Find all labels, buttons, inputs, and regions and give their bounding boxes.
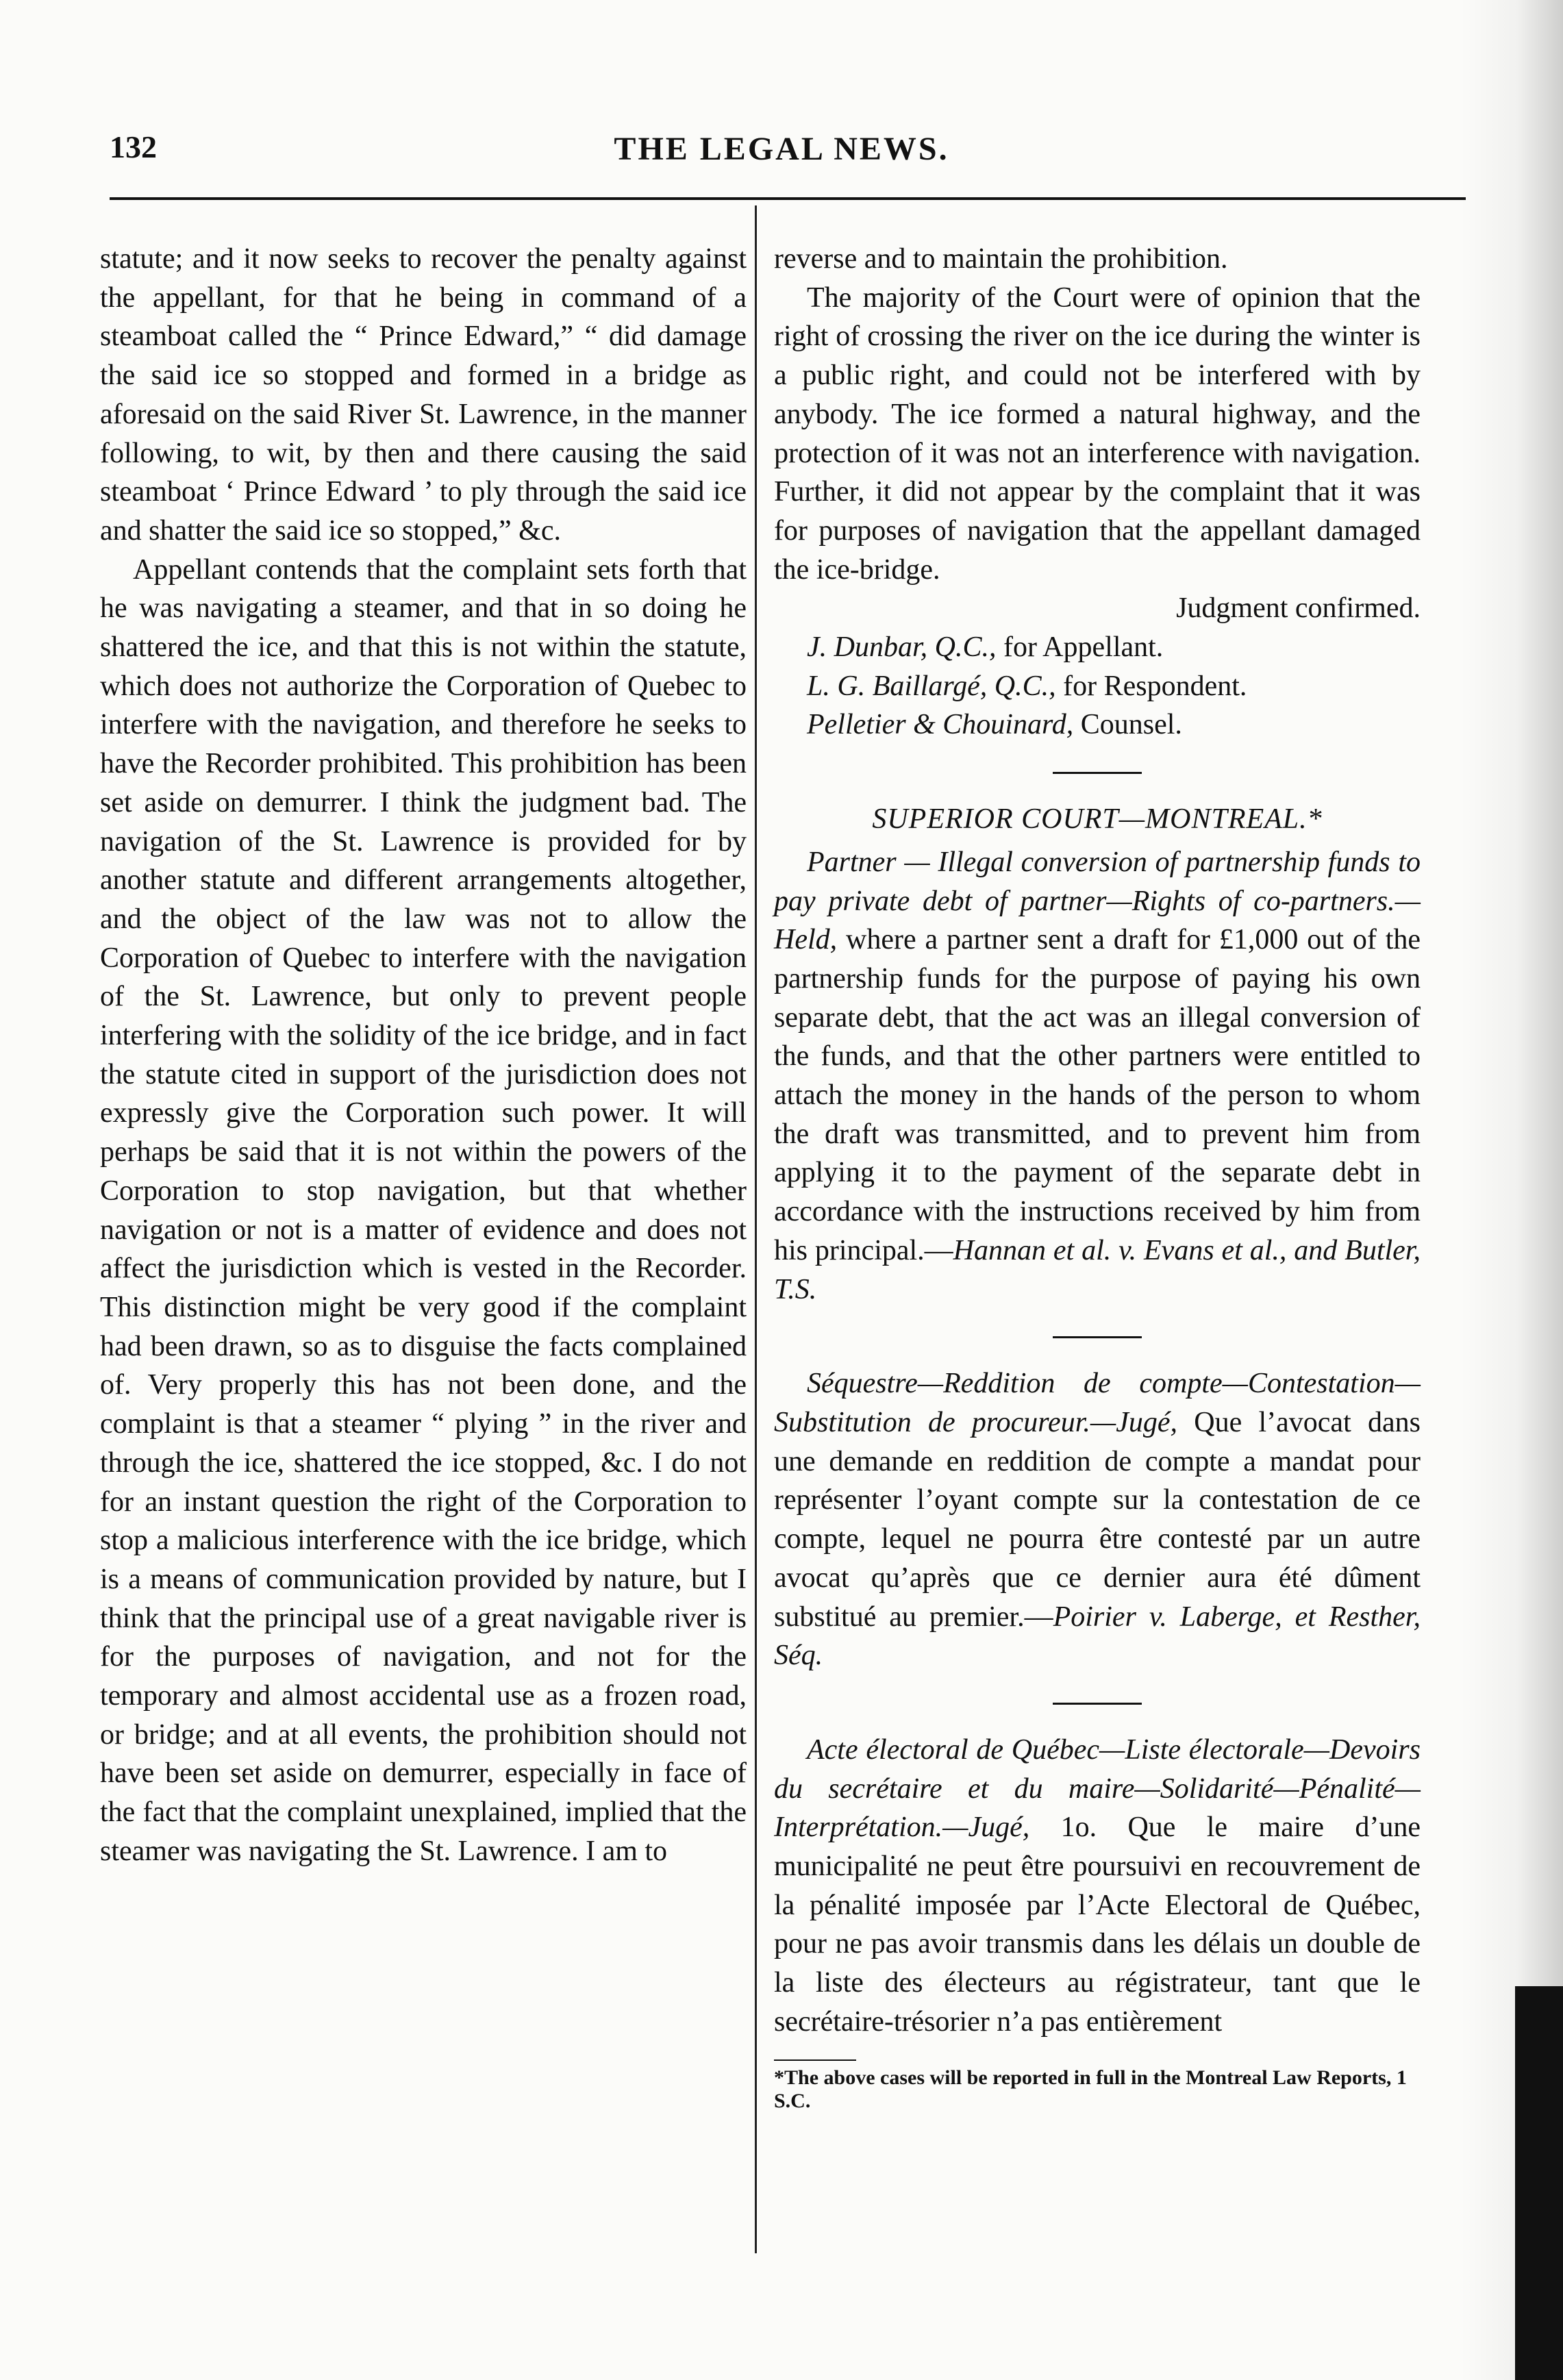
case-separator bbox=[1053, 1336, 1142, 1338]
page-number: 132 bbox=[110, 129, 157, 164]
running-head: THE LEGAL NEWS. bbox=[614, 131, 949, 167]
case-report bbox=[774, 1731, 1421, 2042]
paragraph-continued: reverse and to maintain the prohibition. bbox=[774, 243, 1228, 275]
right-column bbox=[774, 240, 1421, 2113]
counsel-role: for Respondent. bbox=[1055, 670, 1247, 702]
section-separator bbox=[1053, 772, 1142, 774]
case-report bbox=[774, 843, 1421, 1309]
case-headnote: Partner — Illegal conversion of partnership funds to pay private debt of partner—Rights of co-partners.—Held, bbox=[774, 846, 1421, 956]
left-column bbox=[100, 240, 747, 1871]
case-headnote: Séquestre—Reddition de compte—Contestation—Substitution de procureur.—Jugé, bbox=[774, 1368, 1421, 1438]
case-headnote: Acte électoral de Québec—Liste électorale—Devoirs du secrétaire et du maire—Solidarité—Pénalité—Interprétation.—Jugé, bbox=[774, 1733, 1421, 1844]
counsel-line bbox=[774, 667, 1421, 706]
counsel-role: Counsel. bbox=[1073, 709, 1182, 741]
paragraph-appellant-contends: Appellant contends that the complaint sets forth that he was navigating a steamer, and that in so doing he shattered the ice, and that this is not within the statute, which does not authorize the Corporation of Quebec to interfere with the navigation, and therefore he seeks to have the Recorder prohibited. This prohibition has been set aside on demurrer. I think the judgment bad. The navigation of the St. Lawrence is provided for by another statute and different arrangements altogether, and the object of the law was not to allow the Corporation of Quebec to interfere with the navigation of the St. Lawrence, but only to prevent people interfering with the solidity of the ice bridge, and in fact the statute cited in support of the jurisdiction does not expressly give the Corporation such power. It will perhaps be said that it is not within the powers of the Corporation to stop navigation, but that whether navigation or not is a matter of evidence and does not affect the jurisdiction which is vested in the Recorder. This distinction might be very good if the complaint had been drawn, so as to disguise the facts complained of. Very properly this has not been done, and the complaint is that a steamer “ plying ” in the river and through the ice, shattered the ice stopped, &c. I do not for an instant question the right of the Corporation to stop a malicious interference with the ice bridge, which is a means of communication provided by nature, but I think that the principal use of a great navigable river is for the purposes of navigation, and not for the temporary and almost accidental use as a frozen road, or bridge; and at all events, the prohibition should not have been set aside on demurrer, especially in face of the fact that the complaint unexplained, implied that the steamer was navigating the St. Lawrence. I am to bbox=[100, 553, 747, 1867]
counsel-line bbox=[774, 628, 1421, 667]
binding-edge bbox=[1515, 1986, 1563, 2380]
case-citation: Hannan et al. v. Evans et al., and Butler, T.S. bbox=[774, 1234, 1421, 1305]
header-rule bbox=[110, 197, 1466, 200]
counsel-name: L. G. Baillargé, Q.C., bbox=[807, 670, 1056, 702]
case-body: Que l’avocat dans une demande en reddition de compte a mandat pour représenter l’oyant compte sur la contestation de ce compte, lequel ne pourra être contesté par un autre avocat qu’après que ce dernier aura été dûment substitué au premier.— bbox=[774, 1406, 1421, 1633]
section-title: SUPERIOR COURT—MONTREAL.* bbox=[872, 803, 1323, 836]
footnote-rule bbox=[774, 2059, 856, 2061]
case-citation: Poirier v. Laberge, et Resther, Séq. bbox=[774, 1601, 1421, 1672]
counsel-role: for Appellant. bbox=[996, 631, 1164, 664]
paragraph-continued: statute; and it now seeks to recover the penalty against the appellant, for that he being in command of a steamboat called the “ Prince Edward,” “ did damage the said ice so stopped and formed in a bridge as aforesaid on the said River St. Lawrence, in the manner following, to wit, by then and there causing the said steamboat ‘ Prince Edward ’ to ply through the said ice and shatter the said ice so stopped,” &c. bbox=[100, 243, 747, 547]
case-body: where a partner sent a draft for £1,000 out of the partnership funds for the purpose of paying his own separate debt, that the act was an illegal conversion of the funds, and that the other partners were entitled to attach the money in the hands of the person to whom the draft was transmitted, and to prevent him from applying it to the payment of the separate debt in accordance with the instructions received by him from his principal.— bbox=[774, 924, 1421, 1266]
column-divider bbox=[755, 205, 757, 2253]
footnote: *The above cases will be reported in full in the Montreal Law Reports, 1 S.C. bbox=[774, 2066, 1407, 2112]
case-separator bbox=[1053, 1703, 1142, 1705]
paragraph-majority-opinion: The majority of the Court were of opinion that the right of crossing the river on the ice during the winter is a public right, and could not be interfered with by anybody. The ice formed a natural highway, and the protection of it was not an interference with navigation. Further, it did not appear by the complaint that it was for purposes of navigation that the appellant damaged the ice-bridge. bbox=[774, 281, 1421, 586]
counsel-name: J. Dunbar, Q.C., bbox=[807, 631, 997, 664]
case-body: 1o. Que le maire d’une municipalité ne peut être poursuivi en recouvrement de la pénalité imposée par l’Acte Electoral de Québec, pour ne pas avoir transmis dans les délais un double de la liste des électeurs au régistrateur, tant que le secrétaire-trésorier n’a pas entièrement bbox=[774, 1812, 1421, 2038]
case-report bbox=[774, 1364, 1421, 1675]
counsel-line bbox=[774, 705, 1421, 744]
counsel-name: Pelletier & Chouinard, bbox=[807, 709, 1074, 741]
judgment-line: Judgment confirmed. bbox=[1176, 592, 1421, 625]
